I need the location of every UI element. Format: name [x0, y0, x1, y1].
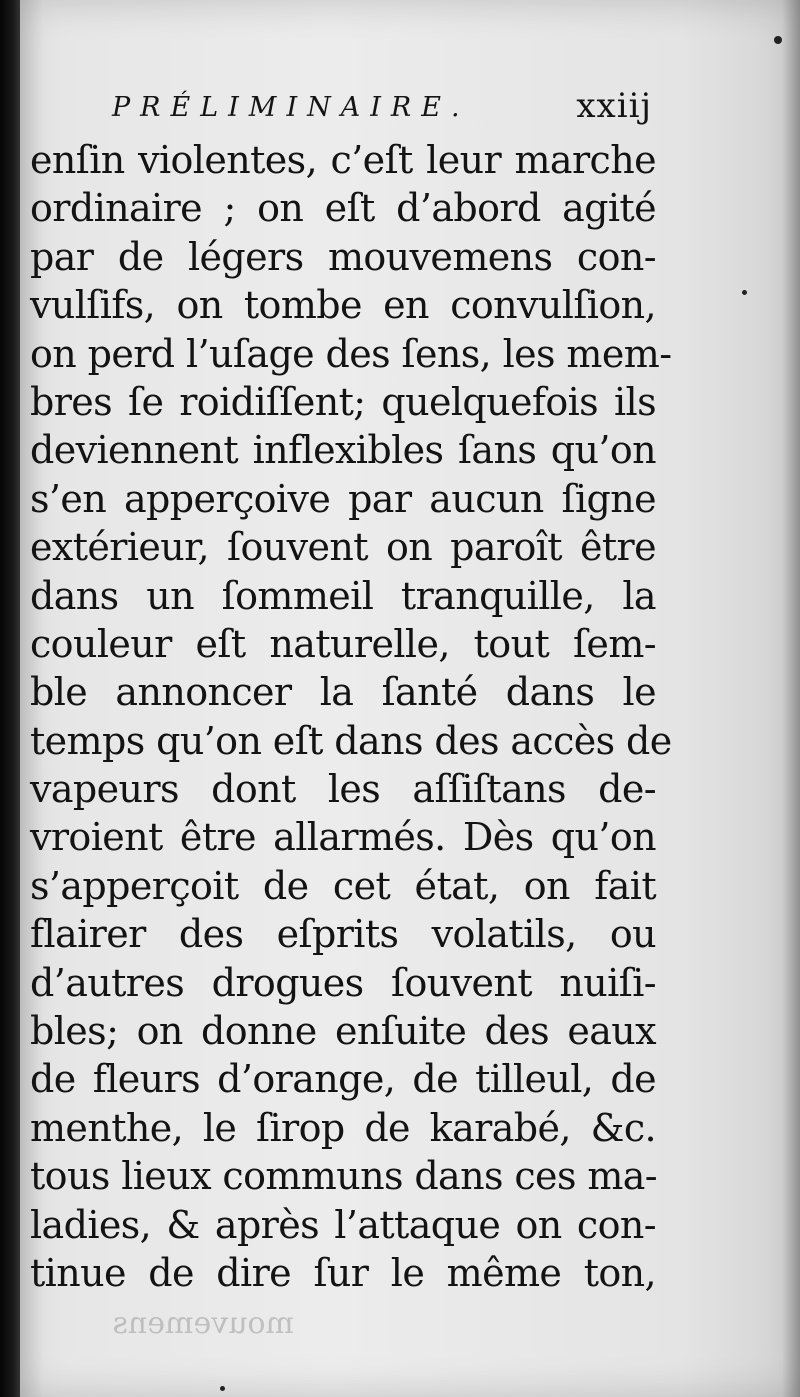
text-line: de fleurs d’orange, de tilleul, de [30, 1057, 656, 1102]
running-head: PRÉLIMINAIRE. [112, 92, 470, 123]
ink-speck [220, 1386, 225, 1391]
body-text [30, 136, 672, 1297]
text-line: tous lieux communs dans ces ma- [30, 1154, 658, 1199]
text-line: ble annoncer la ſanté dans le [30, 670, 656, 715]
text-line: par de légers mouvemens con- [30, 234, 656, 279]
page-edge-shadow [782, 0, 800, 1397]
text-line: enſin violentes, c’eſt leur marche [30, 138, 656, 182]
page-number: xxiij [576, 86, 652, 126]
ink-speck [742, 290, 747, 295]
text-line: deviennent inflexibles ſans qu’on [30, 428, 656, 473]
text-line: on perd l’uſage des ſens, les mem- [30, 331, 672, 376]
text-line: ordinaire ; on eſt d’abord agité [30, 186, 656, 231]
text-line: flairer des eſprits volatils, ou [30, 912, 656, 957]
text-line: d’autres drogues ſouvent nuiſi- [30, 960, 656, 1005]
text-line: dans un ſommeil tranquille, la [30, 573, 656, 618]
text-line: temps qu’on eſt dans des accès de [30, 718, 672, 763]
text-line: bles; on donne enſuite des eaux [30, 1009, 656, 1054]
ink-speck [774, 36, 782, 44]
show-through-text: mouvemens [112, 1306, 294, 1341]
text-line: s’apperçoit de cet état, on fait [30, 863, 656, 908]
text-line: vroient être allarmés. Dès qu’on [30, 815, 656, 860]
page-header [112, 86, 652, 130]
text-line: couleur eſt naturelle, tout ſem- [30, 621, 656, 666]
text-line: tinue de dire ſur le même ton, [30, 1250, 656, 1295]
text-line: extérieur, ſouvent on paroît être [30, 525, 656, 570]
text-line: vulſifs, on tombe en convulſion, [30, 283, 656, 328]
text-line: s’en apperçoive par aucun ſigne [30, 476, 656, 521]
book-gutter-shadow [0, 0, 22, 1397]
text-line: menthe, le ſirop de karabé, &c. [30, 1105, 656, 1150]
text-line: bres ſe roidiſſent; quelquefois ils [30, 379, 656, 424]
text-line: vapeurs dont les aſſiſtans de- [30, 767, 656, 812]
text-line: ladies, & après l’attaque on con- [30, 1202, 656, 1247]
